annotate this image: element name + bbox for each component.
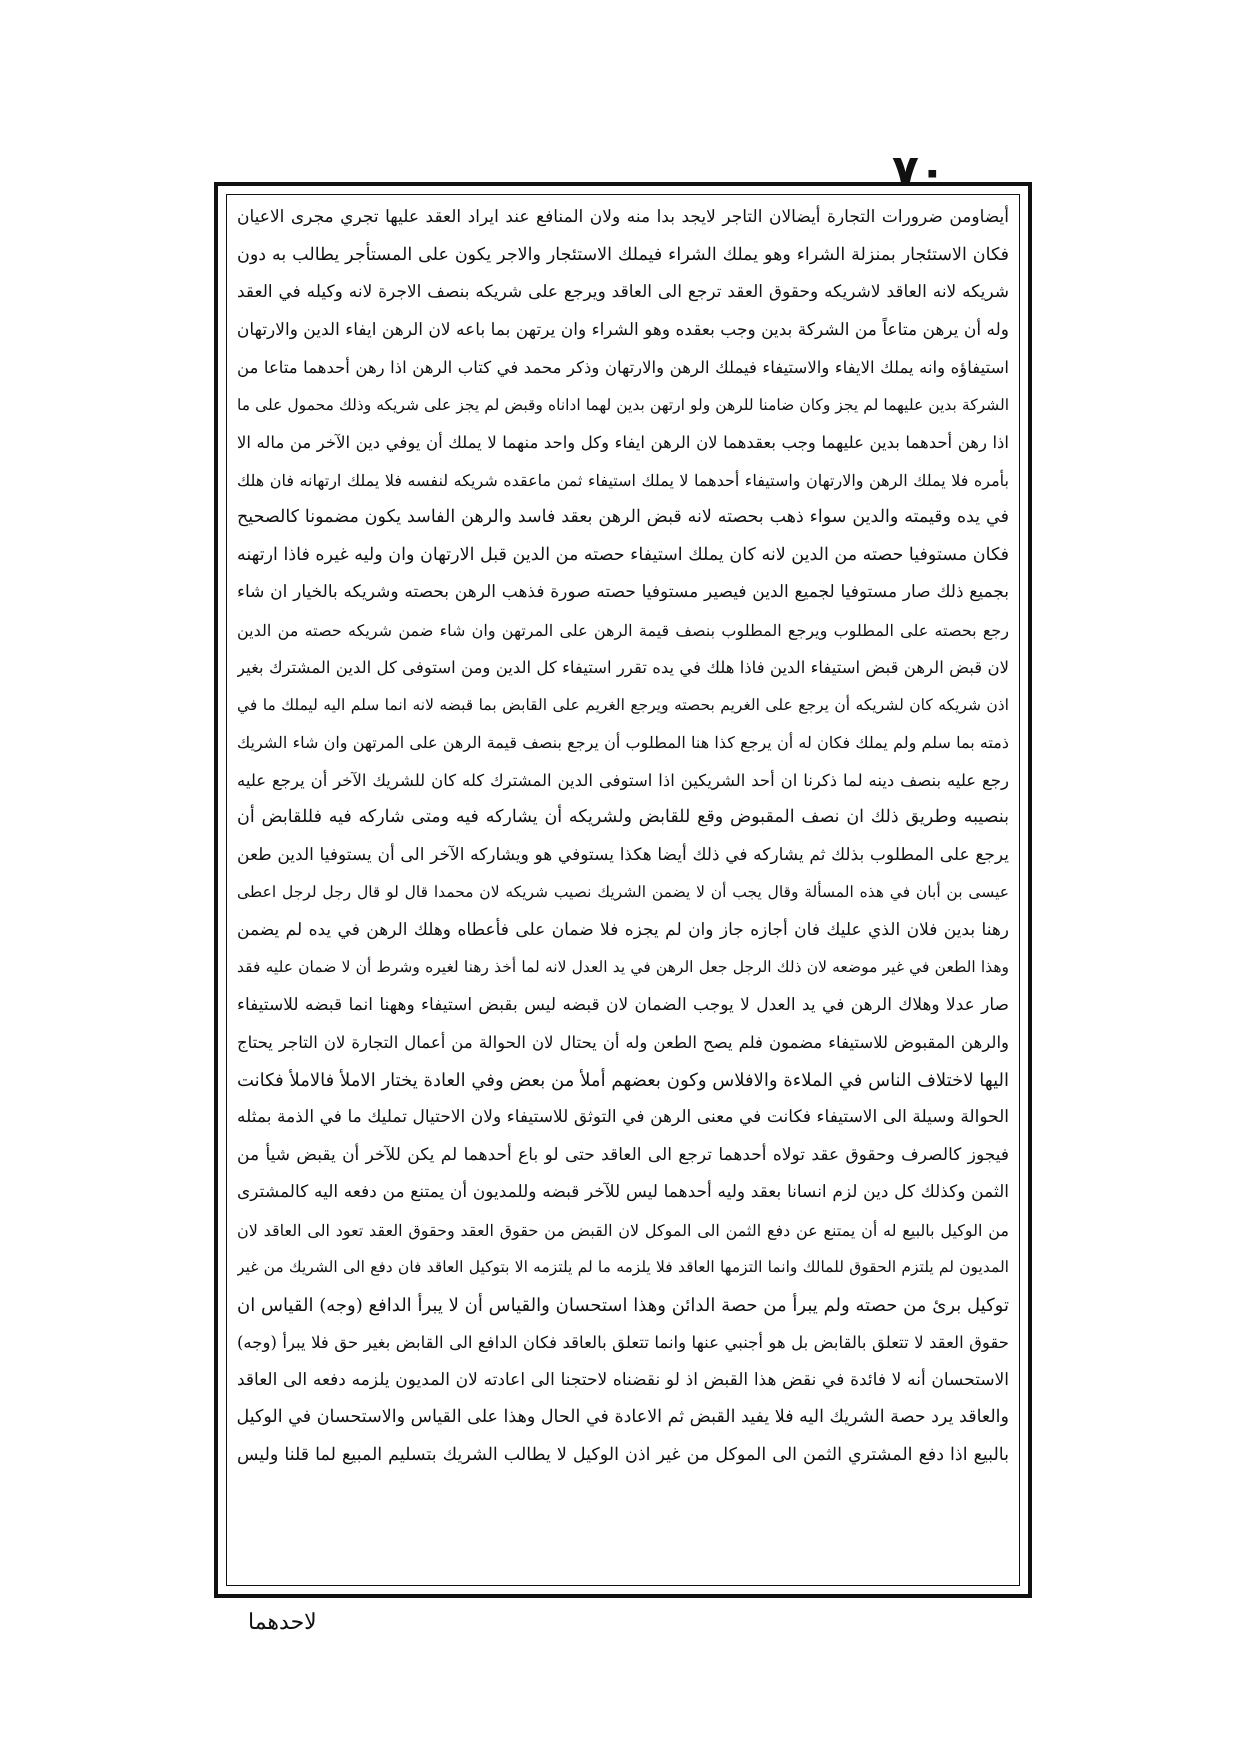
text-line: رجع عليه بنصف دينه لما ذكرنا ان أحد الشريكين اذا استوفى الدين المشترك كله كان للشريك الآخر أن يرجع عليه — [237, 770, 1009, 790]
text-line: شريكه لانه العاقد لاشريكه وحقوق العقد ترجع الى العاقد ويرجع على شريكه بنصف الاجرة لانه وكيله في العقد — [237, 282, 1009, 302]
text-line: حقوق العقد لا تتعلق بالقابض بل هو أجنبي عنها وانما تتعلق بالعاقد فكان الدافع الى القابض بغير حق فلا يبرأ (وجه) — [237, 1333, 1009, 1352]
text-line: الثمن وكذلك كل دين لزم انسانا بعقد وليه أحدهما ليس للآخر قبضه وللمديون أن يمتنع من دفعه اليه كالمشترى — [237, 1182, 1009, 1202]
text-line: بأمره فلا يملك الرهن والارتهان واستيفاء أحدهما لا يملك استيفاء ثمن ماعقده شريكه لنفسه فلا يملك ارتهانه فان هلك — [237, 470, 1009, 490]
text-line: لان قبض الرهن قبض استيفاء الدين فاذا هلك في يده تقرر استيفاء كل الدين ومن استوفى كل الدين المشترك بغير — [237, 658, 1009, 677]
text-line: توكيل برئ من حصته ولم يبرأ من حصة الدائن وهذا استحسان والقياس أن لا يبرأ الدافع (وجه) القياس ان — [237, 1294, 1009, 1316]
text-line: والعاقد يرد حصة الشريك اليه فلا يفيد القبض ثم الاعادة في الحال وهذا على القياس والاستحسان في الوكيل — [237, 1407, 1009, 1427]
text-frame — [226, 194, 1020, 1586]
text-line: اذا رهن أحدهما بدين عليهما وجب بعقدهما لان الرهن ايفاء وكل واحد منهما لا يملك أن يوفي دين الآخر من ماله الا — [237, 433, 1009, 452]
text-line: بالبيع اذا دفع المشتري الثمن الى الموكل من غير اذن الوكيل لا يطالب الشريك بتسليم المبيع لما قلنا وليس — [237, 1444, 1009, 1465]
text-line: يرجع على المطلوب بذلك ثم يشاركه في ذلك أيضا هكذا يستوفي هو ويشاركه الآخر الى أن يستوفيا الدين طعن — [237, 844, 1009, 865]
text-line: ذمته بما سلم ولم يملك فكان له أن يرجع كذا هنا المطلوب أن يرجع بنصف قيمة الرهن على المرتهن وان شاء الشريك — [237, 733, 1009, 752]
page-number: ٧٠ — [892, 146, 946, 197]
text-line: بنصيبه وطريق ذلك ان نصف المقبوض وقع للقابض ولشريكه أن يشاركه فيه ومتى شاركه فيه فللقابض أن — [237, 807, 1009, 827]
text-line: وهذا الطعن في غير موضعه لان ذلك الرجل جعل الرهن في يد العدل لانه لما أخذ رهنا لغيره وشرط أن لا ضمان عليه فقد — [237, 958, 1009, 976]
text-line: وله أن يرهن متاعاً من الشركة بدين وجب بعقده وهو الشراء وان يرتهن بما باعه لان الرهن ايفاء الدين والارتهان — [237, 319, 1009, 340]
text-line: في يده وقيمته والدين سواء ذهب بحصته لانه قبض الرهن بعقد فاسد والرهن الفاسد يكون مضمونا كالصحيح — [237, 507, 1009, 527]
text-line: فيجوز كالصرف وحقوق عقد تولاه أحدهما ترجع الى العاقد حتى لو باع أحدهما لم يكن للآخر أن يقبض شيأ من — [237, 1144, 1009, 1165]
text-line: المديون لم يلتزم الحقوق للمالك وانما التزمها العاقد فلا يلزمه ما لم يلتزمه الا بتوكيل العاقد فان دفع الى الشريك من غير — [237, 1258, 1009, 1276]
text-line: صار عدلا وهلاك الرهن في يد العدل لا يوجب الضمان لان قبضه ليس بقبض استيفاء وههنا انما قبضه للاستيفاء — [237, 994, 1009, 1015]
text-line: فكان الاستئجار بمنزلة الشراء وهو يملك الشراء فيملك الاستئجار والاجر يكون على المستأجر يطالب به دون — [237, 244, 1009, 265]
text-line: الاستحسان أنه لا فائدة في نقض هذا القبض اذ لو نقضناه لاحتجنا الى اعادته لان المديون يلزمه دفعه الى العاقد — [237, 1369, 1009, 1390]
text-line: بجميع ذلك صار مستوفيا لجميع الدين فيصير مستوفيا حصته صورة فذهب الرهن بحصته وشريكه بالخيار ان شاء — [237, 582, 1009, 602]
text-line: الحوالة وسيلة الى الاستيفاء فكانت في معنى الرهن في التوثق للاستيفاء ولان الاحتيال تمليك ما في الذمة بمثله — [237, 1107, 1009, 1127]
text-line: رجع بحصته على المطلوب ويرجع المطلوب بنصف قيمة الرهن على المرتهن وان شاء ضمن شريكه حصته من الدين — [237, 620, 1009, 640]
text-line: من الوكيل بالبيع له أن يمتنع عن دفع الثمن الى الموكل لان القبض من حقوق العقد وحقوق العقد تعود الى العاقد لان — [237, 1220, 1009, 1240]
text-body — [237, 199, 1009, 1474]
text-line: اليها لاختلاف الناس في الملاءة والافلاس وكون بعضهم أملأ من بعض وفي العادة يختار الاملأ فالاملأ فكانت — [237, 1069, 1009, 1091]
catchword: لاحدهما — [248, 1610, 317, 1635]
text-line: رهنا بدين فلان الذي عليك فان أجازه جاز وان لم يجزه فلا ضمان على فأعطاه وهلك الرهن في يده لم يضمن — [237, 919, 1009, 940]
text-line: فكان مستوفيا حصته من الدين لانه كان يملك استيفاء حصته من الدين قبل الارتهان وان وليه غيره فاذا ارتهنه — [237, 544, 1009, 565]
text-line: الشركة بدين عليهما لم يجز وكان ضامنا للرهن ولو ارتهن بدين لهما اداناه وقبض لم يجز على شريكه وذلك محمول على ما — [237, 395, 1009, 414]
text-line: والرهن المقبوض للاستيفاء مضمون فلم يصح الطعن وله أن يحتال لان الحوالة من أعمال التجارة لان التاجر يحتاج — [237, 1033, 1009, 1052]
text-line: أيضاومن ضرورات التجارة أيضالان التاجر لايجد بدا منه ولان المنافع عند ايراد العقد عليها تجري مجرى الاعيان — [237, 207, 1009, 227]
text-line: عيسى بن أبان في هذه المسألة وقال يجب أن لا يضمن الشريك نصيب شريكه لان محمدا قال لو قال رجل لرجل اعطى — [237, 883, 1009, 901]
text-line: اذن شريكه كان لشريكه أن يرجع على الغريم بحصته ويرجع الغريم على القابض بما قبضه لانه انما سلم اليه ليملك ما في — [237, 695, 1009, 714]
text-line: استيفاؤه وانه يملك الايفاء والاستيفاء فيملك الرهن والارتهان وذكر محمد في كتاب الرهن اذا رهن أحدهما متاعا من — [237, 358, 1009, 377]
